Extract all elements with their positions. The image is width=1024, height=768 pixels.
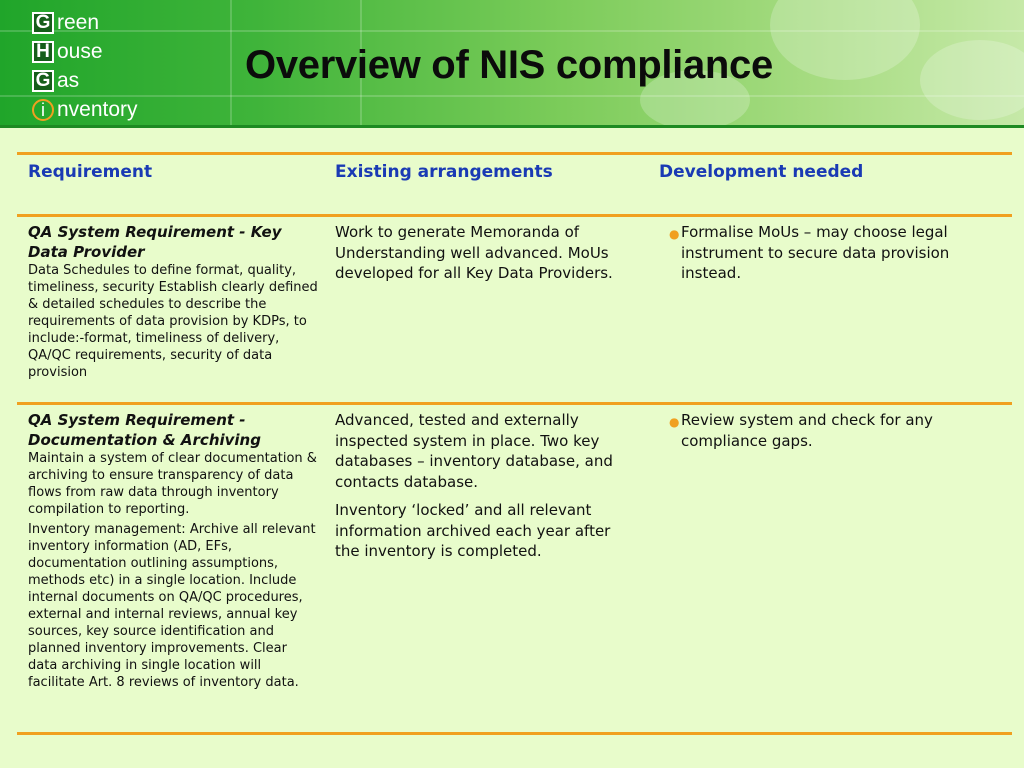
requirement-title: QA System Requirement - Documentation & Archiving <box>28 411 261 449</box>
logo-row <box>32 8 138 37</box>
existing-cell <box>335 222 633 284</box>
development-cell <box>659 410 1004 451</box>
table-rule <box>17 152 1012 155</box>
development-bullet-item <box>659 222 1004 284</box>
table-rule <box>17 402 1012 405</box>
logo-row <box>32 95 138 124</box>
bullet-icon: ● <box>669 227 680 241</box>
banner-decoration <box>920 40 1024 120</box>
requirement-description: Inventory management: Archive all relevant inventory information (AD, EFs, documentation outlining assumptions, methods etc) in a single location. Include internal documents on QA/QC procedures, external and internal reviews, annual key sources, key source identification and planned inventory improvements. Clear data archiving in single location will facilitate Art. 8 reviews of inventory data. <box>28 522 316 690</box>
logo-letter-box: G <box>32 70 54 92</box>
ghgi-logo <box>32 8 138 124</box>
requirement-cell <box>28 410 318 691</box>
requirement-description: Maintain a system of clear documentation & archiving to ensure transparency of data flows from raw data through inventory compilation to reporting. <box>28 451 317 517</box>
development-bullet-item <box>659 410 1004 451</box>
column-header: Requirement <box>28 162 153 182</box>
column-header: Existing arrangements <box>335 162 553 182</box>
logo-row <box>32 37 138 66</box>
logo-word: as <box>57 68 80 92</box>
bullet-icon: ● <box>669 415 680 429</box>
banner-decoration <box>230 0 232 125</box>
column-header: Development needed <box>659 162 864 182</box>
requirement-cell <box>28 222 318 381</box>
banner-decoration <box>770 0 920 80</box>
logo-row <box>32 66 138 95</box>
banner-divider <box>0 125 1024 128</box>
existing-paragraph: Inventory ‘locked’ and all relevant information archived each year after the inventory is completed. <box>335 501 611 560</box>
development-text: Formalise MoUs – may choose legal instrument to secure data provision instead. <box>681 223 950 282</box>
banner-decoration <box>0 95 1024 97</box>
logo-letter-box: H <box>32 41 54 63</box>
existing-cell <box>335 410 633 562</box>
logo-letter-box: G <box>32 12 54 34</box>
development-text: Review system and check for any compliance gaps. <box>681 411 933 450</box>
table-rule <box>17 732 1012 735</box>
logo-word: nventory <box>57 97 138 121</box>
development-cell <box>659 222 1004 284</box>
logo-letter-circle: i <box>32 99 54 121</box>
logo-word: reen <box>57 10 100 34</box>
existing-paragraph: Advanced, tested and externally inspected system in place. Two key databases – inventory database, and contacts database. <box>335 411 613 491</box>
table-rule <box>17 214 1012 217</box>
existing-paragraph: Work to generate Memoranda of Understanding well advanced. MoUs developed for all Key Data Providers. <box>335 223 613 282</box>
page-title: Overview of NIS compliance <box>245 43 773 87</box>
requirement-description: Data Schedules to define format, quality, timeliness, security Establish clearly defined & detailed schedules to describe the requirements of data provision by KDPs, to include:-format, timeliness of delivery, QA/QC requirements, security of data provision <box>28 263 318 380</box>
requirement-title: QA System Requirement - Key Data Provider <box>28 223 282 261</box>
logo-word: ouse <box>57 39 103 63</box>
